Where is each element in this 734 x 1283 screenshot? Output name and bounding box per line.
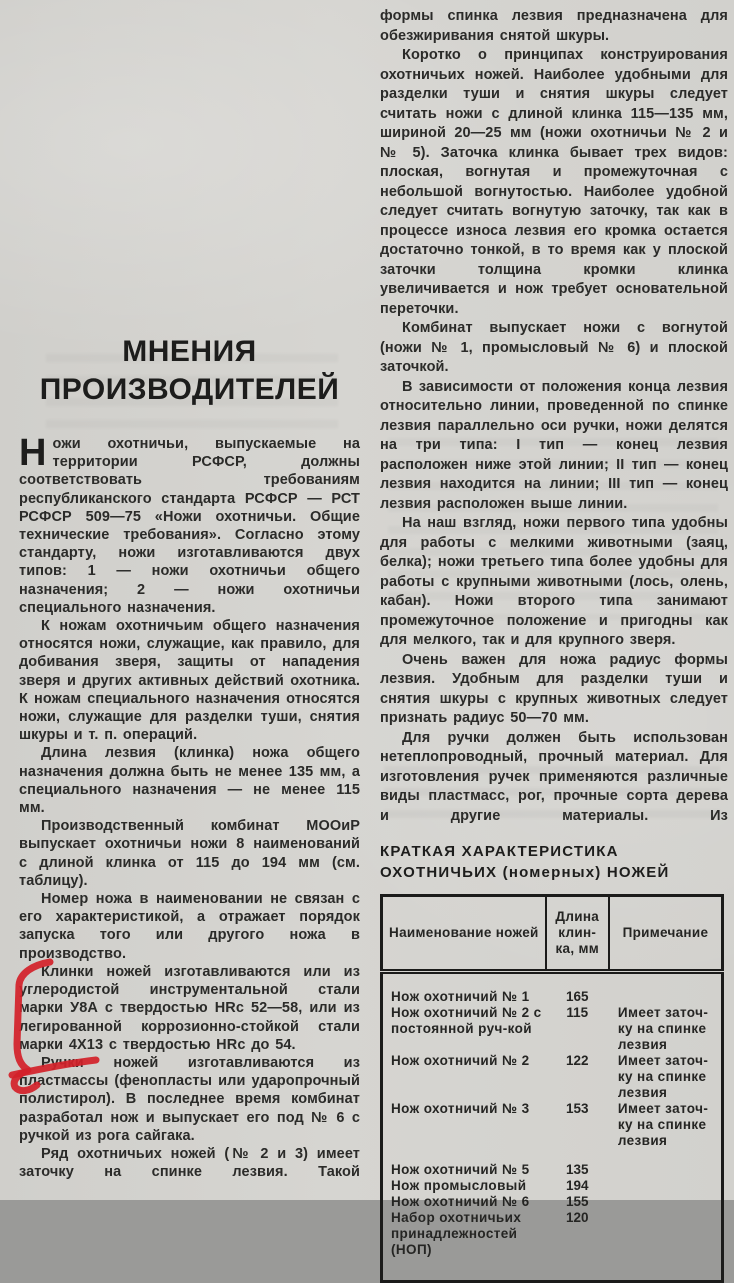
- cell-note: [609, 1149, 723, 1178]
- cell-length: 122: [565, 1053, 589, 1068]
- column-header-note: Примечание: [609, 896, 723, 972]
- paragraph: В зависимости от положения конца лезвия относительно линии, проведенной по спинке лезвия параллельно оси ручки, ножи делятся на три типа: I тип — конец лезвия расположен ниже этой линии; II тип — конец лезвия находится на линии; III тип — конец лезвия расположен выше линии.: [380, 378, 728, 512]
- paragraph-text: ожи охотничьи, выпускаемые на территории РСФСР, должны соответствовать требованиям республиканского стандарта РСФСР — РСТ РСФСР 509—75 «Ножи охотничьи. Общие технические требования». Согласно этому стандарту, ножи изготавливаются двух типов: 1 — ножи охотничьи общего назначения; 2 — ножи охотничьи специального назначения.: [19, 436, 360, 616]
- cell-name: Нож промысловый: [391, 1178, 527, 1193]
- column-header-name: Наименование ножей: [382, 896, 546, 972]
- cell-length: 120: [565, 1210, 589, 1225]
- paragraph: Ручки ножей изготавливаются из пластмассы (фенопласты или ударопрочный полистирол). В последнее время комбинат разработал нож и выпускает его под № 6 с ручкой из рога сайгака.: [19, 1054, 360, 1144]
- article-title-line2: ПРОИЗВОДИТЕЛЕЙ: [39, 373, 340, 406]
- left-column-body: [19, 432, 360, 1181]
- table-row: [382, 1210, 723, 1282]
- paragraph: Для ручки должен быть использован нетеплопроводный, прочный материал. Для изготовления ручек применяются различные виды пластмасс, рог, прочные сорта дерева и другие материалы. Из: [380, 729, 728, 824]
- paragraph: Длина лезвия (клинка) ножа общего назначения должна быть не менее 135 мм, а специального назначения — не менее 115 мм.: [19, 745, 360, 817]
- table-header: [382, 896, 723, 972]
- cell-note: Имеет заточ-ку на спинке лезвия: [617, 1053, 709, 1100]
- cell-length: 165: [565, 989, 589, 1004]
- paragraph: Производственный комбинат МООиР выпускает охотничьи ножи 8 наименований с длиной клинка от 115 до 194 мм (см. таблицу).: [19, 818, 360, 889]
- paragraph: Очень важен для ножа радиус формы лезвия. Удобным для разделки туши и снятия шкуры с крупных животных следует признать радиус 50—70 мм.: [380, 651, 728, 726]
- cell-length: 115: [566, 1005, 589, 1020]
- right-column: [380, 0, 728, 1257]
- cell-note: Имеет заточ-ку на спинке лезвия: [617, 1005, 709, 1052]
- table-row: [382, 1053, 723, 1101]
- table-row: [382, 972, 723, 1006]
- table-row: [382, 1194, 723, 1210]
- left-column: [19, 0, 360, 1200]
- paragraph: На наш взгляд, ножи первого типа удобны для работы с мелкими животными (заяц, белка); ножи третьего типа более удобны для работы с крупными животными (лось, олень, кабан). Ножи второго типа занимают промежуточное положение и пригодны как для мелкого, так и для крупного зверя.: [380, 515, 728, 648]
- table-row: [382, 1149, 723, 1178]
- table-title: [380, 841, 728, 883]
- right-column-body: [380, 0, 728, 826]
- table-row: [382, 1101, 723, 1149]
- column-header-length: Длина клин-ка, мм: [546, 896, 609, 972]
- cell-length: 135: [565, 1162, 589, 1177]
- paragraph: Ряд охотничьих ножей (№ 2 и 3) имеет заточку на спинке лезвия. Такой: [19, 1145, 360, 1181]
- cell-name: Набор охотничьих принадлежностей (НОП): [391, 1210, 522, 1257]
- paragraph: формы спинка лезвия предназначена для обезжиривания снятой шкуры.: [380, 8, 728, 44]
- cell-note: Имеет заточ-ку на спинке лезвия: [617, 1101, 709, 1148]
- table-row: [382, 1178, 723, 1194]
- table-title-line2: ОХОТНИЧЬИХ (номерных) НОЖЕЙ: [380, 864, 670, 881]
- paragraph: Комбинат выпускает ножи с вогнутой (ножи № 1, промысловый № 6) и плоской заточкой.: [380, 320, 728, 375]
- cell-name: Нож охотничий № 5: [391, 1162, 530, 1177]
- knife-characteristics-table: [380, 894, 724, 1283]
- table-row: [382, 1005, 723, 1053]
- dropcap-letter: Н: [19, 432, 47, 474]
- cell-name: Нож охотничий № 2 с постоянной руч-кой: [391, 1005, 542, 1036]
- table-body: [382, 972, 723, 1282]
- paragraph: Коротко о принципах конструирования охотничьих ножей. Наиболее удобными для разделки туши и снятия шкуры следует считать ножи с длиной клинка 115—135 мм, шириной 20—25 мм (ножи охотничьи № 2 и № 5). Заточка клинка бывает трех видов: плоская, вогнутая и промежуточная с небольшой вогнутостью. Наиболее удобной следует считать вогнутую заточку, так как в процессе износа лезвия его кромка остается достаточно тонкой, в то время как у плоской заточки толщина кромки клинка увеличивается и нож требует основательной переточки.: [380, 47, 728, 317]
- cell-note: [609, 1210, 723, 1282]
- cell-name: Нож охотничий № 2: [391, 1053, 530, 1068]
- paragraph: [19, 432, 360, 617]
- cell-name: Нож охотничий № 6: [391, 1194, 530, 1209]
- cell-name: Нож охотничий № 1: [391, 989, 530, 1004]
- paragraph: Клинки ножей изготавливаются или из углеродистой инструментальной стали марки У8А с твердостью HRc 52—58, или из легированной коррозионно-стойкой стали марки 4X13 с твердостью HRc до 54.: [19, 963, 360, 1053]
- cell-length: 153: [565, 1101, 589, 1116]
- cell-name: Нож охотничий № 3: [391, 1101, 530, 1116]
- paragraph: Номер ножа в наименовании не связан с его характеристикой, а отражает порядок запуска того или другого ножа в производство.: [19, 891, 360, 962]
- table-title-line1: КРАТКАЯ ХАРАКТЕРИСТИКА: [380, 843, 619, 860]
- cell-note: [609, 972, 723, 1006]
- article-title: [19, 333, 360, 409]
- table-header-row: [382, 896, 723, 972]
- paragraph: К ножам охотничьим общего назначения относятся ножи, служащие, как правило, для добивания зверя, защиты от нападения зверя и других активных действий охотника. К ножам специального назначения относятся ножи, служащие для разделки туши, снятия шкуры и т. п. операций.: [19, 618, 360, 744]
- cell-length: 155: [565, 1194, 589, 1209]
- cell-note: [609, 1178, 723, 1194]
- cell-note: [609, 1194, 723, 1210]
- article-title-line1: МНЕНИЯ: [122, 335, 257, 368]
- cell-length: 194: [565, 1178, 589, 1193]
